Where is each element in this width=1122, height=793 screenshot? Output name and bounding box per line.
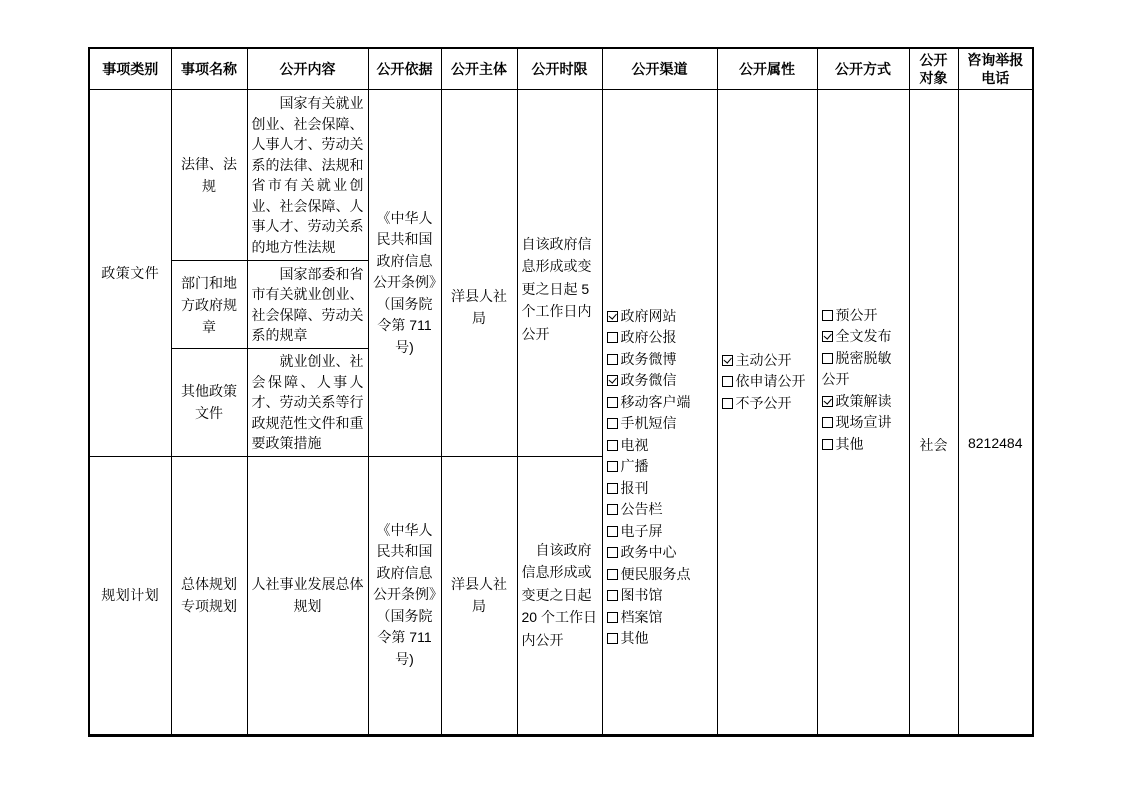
unchecked-checkbox-icon[interactable] — [722, 376, 733, 387]
checkbox-label: 便民服务点 — [620, 565, 691, 582]
checkbox-label: 档案馆 — [620, 608, 663, 625]
category-cell-policy: 政策文件 — [89, 90, 171, 457]
checkbox-label: 电视 — [620, 436, 649, 453]
unchecked-checkbox-icon[interactable] — [607, 526, 618, 537]
checkbox-item[interactable] — [607, 542, 713, 564]
checkbox-item[interactable] — [722, 350, 813, 372]
checkbox-label: 移动客户端 — [620, 393, 691, 410]
header-cell-basis: 公开依据 — [368, 48, 441, 90]
unchecked-checkbox-icon[interactable] — [822, 439, 833, 450]
content-cell-regulations: 国家部委和省市有关就业创业、社会保障、劳动关系的规章 — [247, 261, 368, 349]
checkbox-item[interactable] — [722, 371, 813, 393]
content-cell-planning: 人社事业发展总体规划 — [247, 456, 368, 735]
checkbox-label: 主动公开 — [735, 351, 792, 368]
header-cell-subject: 公开主体 — [441, 48, 517, 90]
header-cell-target: 公开对象 — [909, 48, 958, 90]
unchecked-checkbox-icon[interactable] — [607, 332, 618, 343]
checkbox-item[interactable] — [607, 607, 713, 629]
checkbox-label: 政府公报 — [620, 329, 677, 346]
content-cell-laws: 国家有关就业创业、社会保障、人事人才、劳动关系的法律、法规和省市有关就业创业、社会保障、人事人才、劳动关系的地方性法规 — [247, 90, 368, 261]
checkbox-label: 现场宣讲 — [835, 414, 892, 430]
subject-cell-planning: 洋县人社局 — [441, 456, 517, 735]
checkbox-item[interactable] — [822, 434, 905, 456]
header-cell-name: 事项名称 — [171, 48, 247, 90]
unchecked-checkbox-icon[interactable] — [822, 353, 833, 364]
checkbox-label: 电子屏 — [620, 522, 663, 539]
checkbox-label: 政务微博 — [620, 350, 677, 367]
header-cell-attributes: 公开属性 — [717, 48, 817, 90]
checkbox-label: 图书馆 — [620, 587, 663, 604]
checkbox-label: 依申请公开 — [735, 373, 806, 389]
checkbox-label: 报刊 — [620, 479, 649, 496]
checked-checkbox-icon[interactable] — [822, 396, 833, 407]
unchecked-checkbox-icon[interactable] — [607, 440, 618, 451]
checkbox-item[interactable] — [607, 306, 713, 328]
checkbox-item[interactable] — [822, 305, 905, 327]
checkbox-label: 广播 — [620, 458, 649, 475]
unchecked-checkbox-icon[interactable] — [607, 633, 618, 644]
checkbox-label: 政务微信 — [620, 372, 677, 389]
header-cell-methods: 公开方式 — [817, 48, 909, 90]
checkbox-item[interactable] — [607, 585, 713, 607]
unchecked-checkbox-icon[interactable] — [822, 417, 833, 428]
unchecked-checkbox-icon[interactable] — [607, 354, 618, 365]
checkbox-label: 政府网站 — [620, 307, 677, 324]
checkbox-item[interactable] — [607, 370, 713, 392]
channels-cell — [602, 90, 717, 736]
checkbox-item[interactable] — [822, 412, 905, 434]
subject-cell-policy — [441, 90, 517, 457]
checkbox-label: 不予公开 — [735, 394, 792, 411]
target-cell — [909, 90, 958, 736]
target-text: 社会 — [919, 436, 948, 453]
name-cell-regulations: 部门和地方政府规章 — [171, 261, 247, 349]
unchecked-checkbox-icon[interactable] — [607, 547, 618, 558]
methods-cell — [817, 90, 909, 736]
unchecked-checkbox-icon[interactable] — [607, 612, 618, 623]
policy-row-laws — [89, 90, 1033, 261]
subject-text: 洋县人社局 — [451, 287, 507, 326]
checkbox-item[interactable] — [607, 349, 713, 371]
checkbox-label: 其他 — [835, 435, 864, 452]
unchecked-checkbox-icon[interactable] — [607, 569, 618, 580]
basis-cell-policy — [368, 90, 441, 457]
header-cell-content: 公开内容 — [247, 48, 368, 90]
checked-checkbox-icon[interactable] — [722, 355, 733, 366]
header-cell-category: 事项类别 — [89, 48, 171, 90]
checkbox-item[interactable] — [607, 628, 713, 650]
checkbox-item[interactable] — [607, 435, 713, 457]
header-row — [89, 48, 1033, 90]
unchecked-checkbox-icon[interactable] — [607, 483, 618, 494]
unchecked-checkbox-icon[interactable] — [607, 590, 618, 601]
header-cell-phone: 咨询举报电话 — [958, 48, 1033, 90]
phone-number: 8212484 — [967, 434, 1023, 451]
time-limit-text: 自该政府信息形成或变更之日起 5 个工作日内公开 — [521, 235, 592, 342]
checkbox-label: 公告栏 — [620, 501, 663, 518]
checkbox-item[interactable] — [822, 391, 905, 413]
checkbox-item[interactable] — [822, 326, 905, 348]
header-cell-channels: 公开渠道 — [602, 48, 717, 90]
checkbox-item[interactable] — [607, 564, 713, 586]
unchecked-checkbox-icon[interactable] — [607, 504, 618, 515]
disclosure-table — [88, 47, 1034, 737]
checkbox-label: 政策解读 — [835, 392, 892, 409]
checked-checkbox-icon[interactable] — [607, 311, 618, 322]
checkbox-item[interactable] — [607, 521, 713, 543]
checkbox-label: 预公开 — [835, 306, 878, 323]
checkbox-item[interactable] — [607, 327, 713, 349]
channels-checklist — [607, 306, 713, 650]
basis-cell-planning: 《中华人民共和国政府信息公开条例》（国务院令第 711 号) — [368, 456, 441, 735]
attributes-checklist — [722, 350, 813, 415]
name-cell-laws: 法律、法规 — [171, 90, 247, 261]
checked-checkbox-icon[interactable] — [822, 331, 833, 342]
checkbox-label: 脱密脱敏公开 — [821, 349, 892, 387]
checkbox-item[interactable] — [607, 499, 713, 521]
checkbox-label: 手机短信 — [620, 415, 677, 432]
unchecked-checkbox-icon[interactable] — [607, 418, 618, 429]
phone-cell — [958, 90, 1033, 736]
checkbox-item[interactable] — [607, 413, 713, 435]
content-cell-other-documents: 就业创业、社会保障、人事人才、劳动关系等行政规范性文件和重要政策措施 — [247, 349, 368, 457]
category-cell-planning: 规划计划 — [89, 456, 171, 735]
time-limit-cell-planning: 自该政府信息形成或变更之日起 20 个工作日内公开 — [517, 456, 602, 735]
name-cell-other-documents: 其他政策文件 — [171, 349, 247, 457]
checkbox-label: 政务中心 — [620, 544, 677, 561]
checkbox-label: 全文发布 — [835, 328, 892, 344]
checkbox-item[interactable] — [607, 392, 713, 414]
checkbox-item[interactable] — [722, 393, 813, 415]
attributes-cell — [717, 90, 817, 736]
basis-text: 《中华人民共和国政府信息公开条例》（国务院令第 711 号) — [373, 209, 436, 355]
unchecked-checkbox-icon[interactable] — [722, 398, 733, 409]
unchecked-checkbox-icon[interactable] — [822, 310, 833, 321]
unchecked-checkbox-icon[interactable] — [607, 397, 618, 408]
methods-checklist — [822, 305, 905, 456]
name-cell-planning: 总体规划专项规划 — [171, 456, 247, 735]
checked-checkbox-icon[interactable] — [607, 375, 618, 386]
checkbox-item[interactable] — [822, 348, 905, 391]
checkbox-item[interactable] — [607, 456, 713, 478]
unchecked-checkbox-icon[interactable] — [607, 461, 618, 472]
header-cell-time-limit: 公开时限 — [517, 48, 602, 90]
checkbox-label: 其他 — [620, 630, 649, 647]
time-limit-cell-policy — [517, 90, 602, 457]
checkbox-item[interactable] — [607, 478, 713, 500]
